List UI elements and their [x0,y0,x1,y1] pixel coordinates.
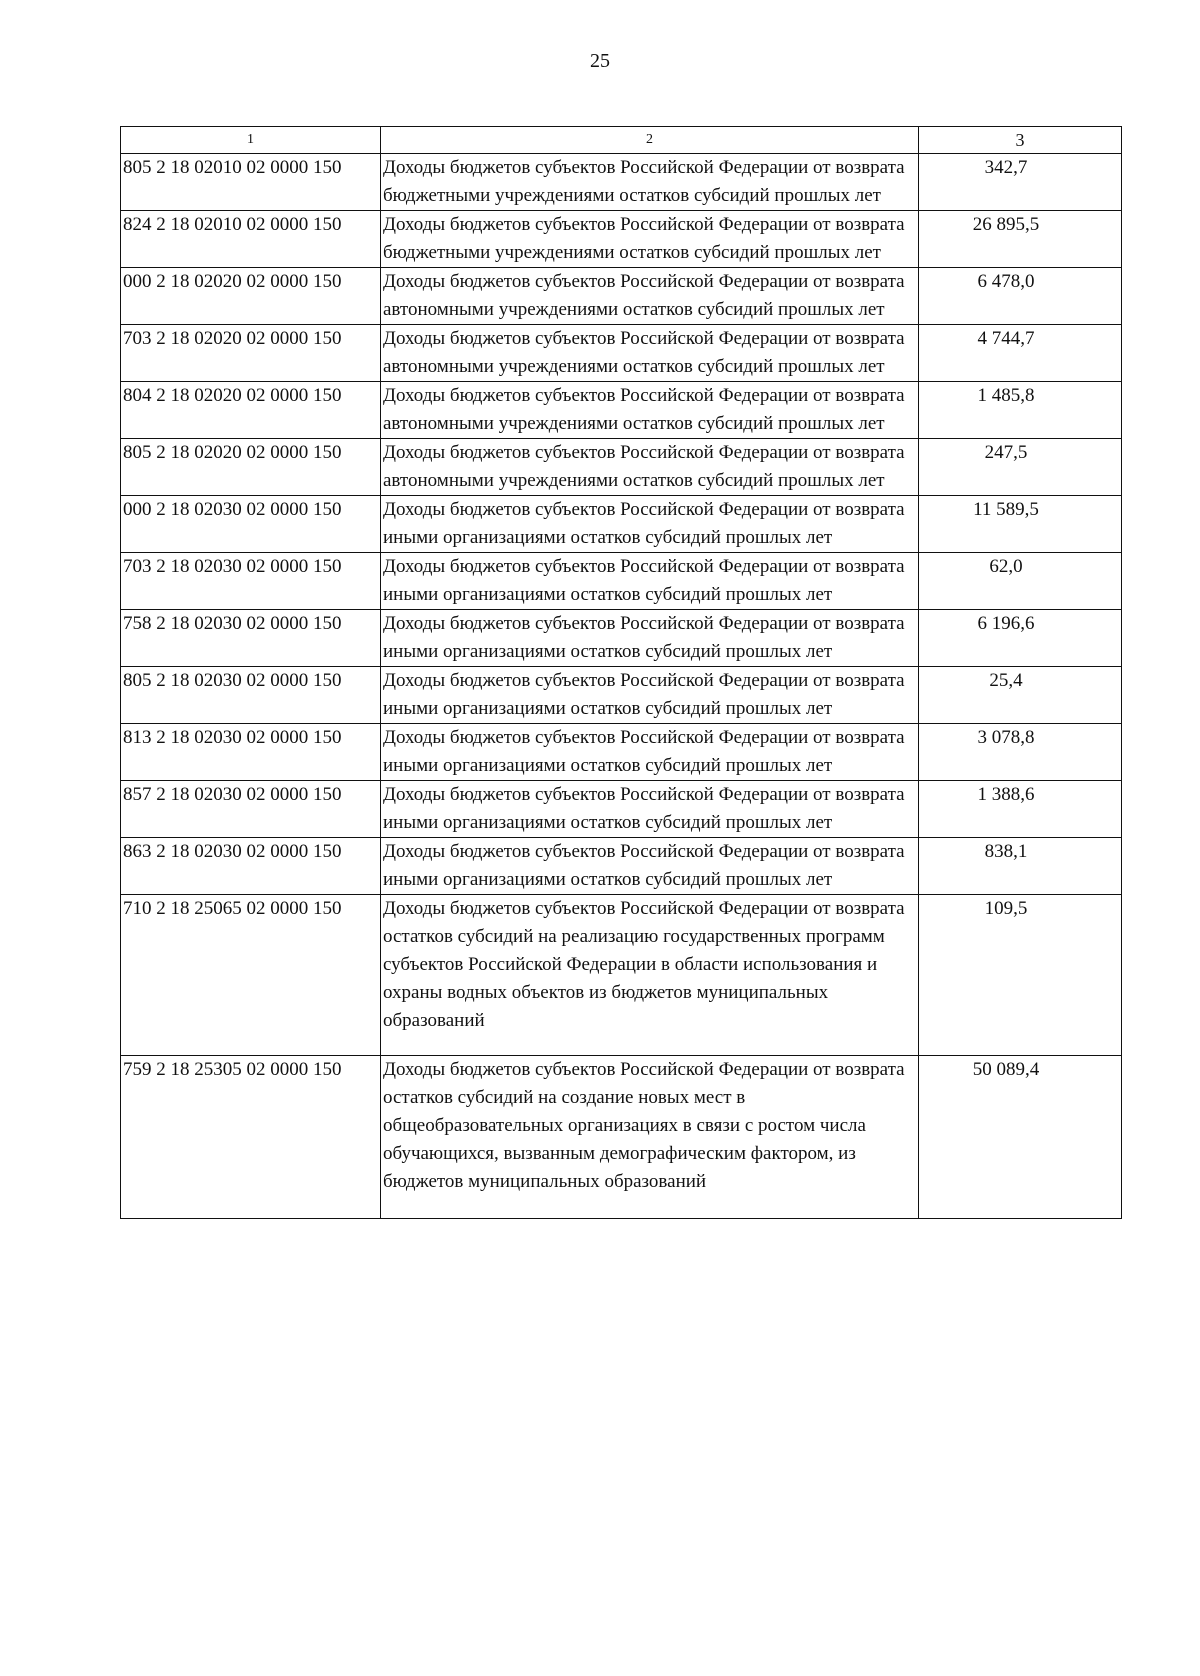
description-cell: Доходы бюджетов субъектов Российской Федерации от возврата остатков субсидий на создание новых мест в общеобразовательных организациях в связи с ростом числа обучающихся, вызванным демографическим фактором, из бюджетов муниципальных образований [381,1056,919,1219]
table-row [121,382,1122,439]
table-row [121,610,1122,667]
table-row [121,667,1122,724]
budget-code-cell: 805 2 18 02010 02 0000 150 [121,154,381,211]
amount-cell: 1 388,6 [919,781,1122,838]
table-row [121,724,1122,781]
budget-code-cell: 703 2 18 02030 02 0000 150 [121,553,381,610]
amount-cell: 62,0 [919,553,1122,610]
description-cell: Доходы бюджетов субъектов Российской Федерации от возврата иными организациями остатков субсидий прошлых лет [381,496,919,553]
amount-cell: 6 196,6 [919,610,1122,667]
budget-revenue-table [120,126,1122,1219]
amount-cell: 4 744,7 [919,325,1122,382]
budget-code-cell: 805 2 18 02030 02 0000 150 [121,667,381,724]
amount-cell: 6 478,0 [919,268,1122,325]
description-cell: Доходы бюджетов субъектов Российской Федерации от возврата автономными учреждениями остатков субсидий прошлых лет [381,439,919,496]
description-cell: Доходы бюджетов субъектов Российской Федерации от возврата иными организациями остатков субсидий прошлых лет [381,610,919,667]
budget-code-cell: 863 2 18 02030 02 0000 150 [121,838,381,895]
table-row [121,154,1122,211]
budget-code-cell: 804 2 18 02020 02 0000 150 [121,382,381,439]
description-cell: Доходы бюджетов субъектов Российской Федерации от возврата иными организациями остатков субсидий прошлых лет [381,553,919,610]
table-row [121,439,1122,496]
description-cell: Доходы бюджетов субъектов Российской Федерации от возврата иными организациями остатков субсидий прошлых лет [381,724,919,781]
table-row [121,838,1122,895]
column-header-2: 2 [381,127,919,154]
table-row [121,553,1122,610]
amount-cell: 1 485,8 [919,382,1122,439]
budget-code-cell: 857 2 18 02030 02 0000 150 [121,781,381,838]
table-row [121,268,1122,325]
table-row [121,496,1122,553]
table-row [121,1056,1122,1219]
description-cell: Доходы бюджетов субъектов Российской Федерации от возврата иными организациями остатков субсидий прошлых лет [381,781,919,838]
budget-code-cell: 824 2 18 02010 02 0000 150 [121,211,381,268]
budget-code-cell: 000 2 18 02030 02 0000 150 [121,496,381,553]
description-cell: Доходы бюджетов субъектов Российской Федерации от возврата бюджетными учреждениями остатков субсидий прошлых лет [381,211,919,268]
budget-code-cell: 813 2 18 02030 02 0000 150 [121,724,381,781]
budget-code-cell: 805 2 18 02020 02 0000 150 [121,439,381,496]
amount-cell: 247,5 [919,439,1122,496]
budget-code-cell: 703 2 18 02020 02 0000 150 [121,325,381,382]
amount-cell: 26 895,5 [919,211,1122,268]
table-row [121,781,1122,838]
table-row [121,895,1122,1056]
budget-code-cell: 759 2 18 25305 02 0000 150 [121,1056,381,1219]
budget-code-cell: 758 2 18 02030 02 0000 150 [121,610,381,667]
table-row [121,211,1122,268]
amount-cell: 109,5 [919,895,1122,1056]
description-cell: Доходы бюджетов субъектов Российской Федерации от возврата автономными учреждениями остатков субсидий прошлых лет [381,268,919,325]
page-number: 25 [590,50,610,72]
budget-code-cell: 710 2 18 25065 02 0000 150 [121,895,381,1056]
column-header-1: 1 [121,127,381,154]
description-cell: Доходы бюджетов субъектов Российской Федерации от возврата автономными учреждениями остатков субсидий прошлых лет [381,325,919,382]
amount-cell: 3 078,8 [919,724,1122,781]
description-cell: Доходы бюджетов субъектов Российской Федерации от возврата автономными учреждениями остатков субсидий прошлых лет [381,382,919,439]
description-cell: Доходы бюджетов субъектов Российской Федерации от возврата иными организациями остатков субсидий прошлых лет [381,667,919,724]
table-header-row [121,127,1122,154]
amount-cell: 838,1 [919,838,1122,895]
amount-cell: 50 089,4 [919,1056,1122,1219]
table-row [121,325,1122,382]
column-header-3: 3 [919,127,1122,154]
amount-cell: 25,4 [919,667,1122,724]
budget-code-cell: 000 2 18 02020 02 0000 150 [121,268,381,325]
amount-cell: 11 589,5 [919,496,1122,553]
description-cell: Доходы бюджетов субъектов Российской Федерации от возврата остатков субсидий на реализацию государственных программ субъектов Российской Федерации в области использования и охраны водных объектов из бюджетов муниципальных образований [381,895,919,1056]
amount-cell: 342,7 [919,154,1122,211]
description-cell: Доходы бюджетов субъектов Российской Федерации от возврата иными организациями остатков субсидий прошлых лет [381,838,919,895]
description-cell: Доходы бюджетов субъектов Российской Федерации от возврата бюджетными учреждениями остатков субсидий прошлых лет [381,154,919,211]
